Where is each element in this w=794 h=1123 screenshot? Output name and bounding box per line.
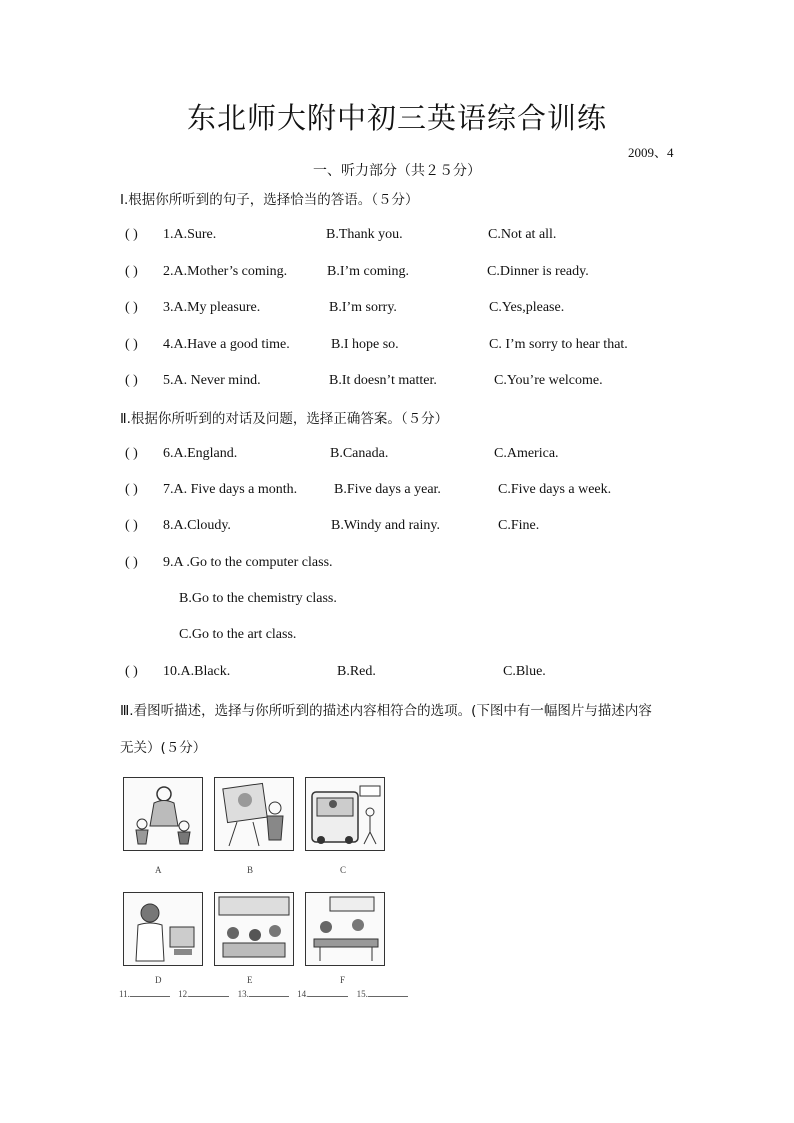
- section-title: 一、听力部分（共２５分）: [313, 163, 481, 179]
- option-c: C.Fine.: [498, 518, 540, 533]
- picture-a-illustration: [123, 777, 203, 851]
- option-c: C.America.: [494, 446, 559, 461]
- part3-heading: Ⅲ.看图听描述，选择与你所听到的描述内容相符合的选项。(下图中有一幅图片与描述内容: [120, 703, 652, 719]
- answer-bracket[interactable]: ( ): [125, 518, 138, 533]
- picture-c-illustration: [305, 777, 385, 851]
- option-b: B.Five days a year.: [334, 482, 441, 497]
- option-b: B.I’m coming.: [327, 264, 410, 279]
- option-a: 5.A. Never mind.: [163, 373, 261, 388]
- answer-blank-12[interactable]: [189, 988, 229, 997]
- answer-bracket[interactable]: ( ): [125, 264, 138, 279]
- picture-label-d: D: [155, 975, 162, 985]
- option-a: 2.A.Mother’s coming.: [163, 264, 288, 279]
- blank-number: 13.: [237, 989, 249, 999]
- option-b: B.Canada.: [330, 446, 389, 461]
- option-c: C.Not at all.: [488, 227, 557, 242]
- answer-blank-15[interactable]: [368, 988, 408, 997]
- answer-bracket[interactable]: ( ): [125, 227, 138, 242]
- option-a: 3.A.My pleasure.: [163, 300, 261, 315]
- option-c: C.You’re welcome.: [494, 373, 603, 388]
- answer-bracket[interactable]: ( ): [125, 300, 138, 315]
- question-9-option-c: C.Go to the art class.: [179, 627, 297, 642]
- answer-blank-14[interactable]: [308, 988, 348, 997]
- page-title: 东北师大附中初三英语综合训练: [186, 101, 607, 135]
- picture-label-b: B: [247, 865, 254, 875]
- option-a: 10.A.Black.: [163, 664, 231, 679]
- option-a: 1.A.Sure.: [163, 227, 217, 242]
- blank-number: 11.: [119, 989, 130, 999]
- option-b: B.I hope so.: [331, 337, 399, 352]
- answer-bracket[interactable]: ( ): [125, 373, 138, 388]
- picture-d-illustration: [123, 892, 203, 966]
- option-c: C. I’m sorry to hear that.: [489, 337, 628, 352]
- picture-label-e: E: [247, 975, 253, 985]
- option-a: 7.A. Five days a month.: [163, 482, 298, 497]
- answer-blank-13[interactable]: [249, 988, 289, 997]
- option-c: C.Blue.: [503, 664, 546, 679]
- option-c: C.Dinner is ready.: [487, 264, 589, 279]
- option-b: B.It doesn’t matter.: [329, 373, 437, 388]
- part1-heading: Ⅰ.根据你所听到的句子，选择恰当的答语。（５分）: [120, 192, 419, 208]
- part3-heading-cont: 无关）(５分）: [120, 740, 207, 756]
- picture-e-illustration: [214, 892, 294, 966]
- option-b: B.Windy and rainy.: [331, 518, 440, 533]
- picture-grid: [118, 772, 443, 1002]
- answer-bracket[interactable]: ( ): [125, 555, 138, 570]
- blank-number: 12.: [178, 989, 190, 999]
- option-c: C.Five days a week.: [498, 482, 612, 497]
- picture-label-a: A: [155, 865, 162, 875]
- answer-bracket[interactable]: ( ): [125, 482, 138, 497]
- blank-number: 15.: [356, 989, 368, 999]
- answer-blank-11[interactable]: [130, 988, 170, 997]
- answer-blanks: [119, 988, 414, 999]
- option-a: 9.A .Go to the computer class.: [163, 555, 333, 570]
- option-b: B.Red.: [337, 664, 376, 679]
- option-a: 4.A.Have a good time.: [163, 337, 290, 352]
- answer-bracket[interactable]: ( ): [125, 446, 138, 461]
- option-b: B.Thank you.: [326, 227, 403, 242]
- exam-date: 2009、4: [628, 145, 674, 160]
- question-9-option-b: B.Go to the chemistry class.: [179, 591, 337, 606]
- picture-f-illustration: [305, 892, 385, 966]
- answer-bracket[interactable]: ( ): [125, 337, 138, 352]
- option-a: 8.A.Cloudy.: [163, 518, 231, 533]
- picture-b-illustration: [214, 777, 294, 851]
- option-c: C.Yes,please.: [489, 300, 565, 315]
- blank-number: 14.: [297, 989, 309, 999]
- part2-heading: Ⅱ.根据你所听到的对话及问题，选择正确答案。（５分）: [120, 411, 449, 427]
- option-b: B.I’m sorry.: [329, 300, 397, 315]
- picture-label-f: F: [340, 975, 346, 985]
- answer-bracket[interactable]: ( ): [125, 664, 138, 679]
- picture-label-c: C: [340, 865, 347, 875]
- option-a: 6.A.England.: [163, 446, 238, 461]
